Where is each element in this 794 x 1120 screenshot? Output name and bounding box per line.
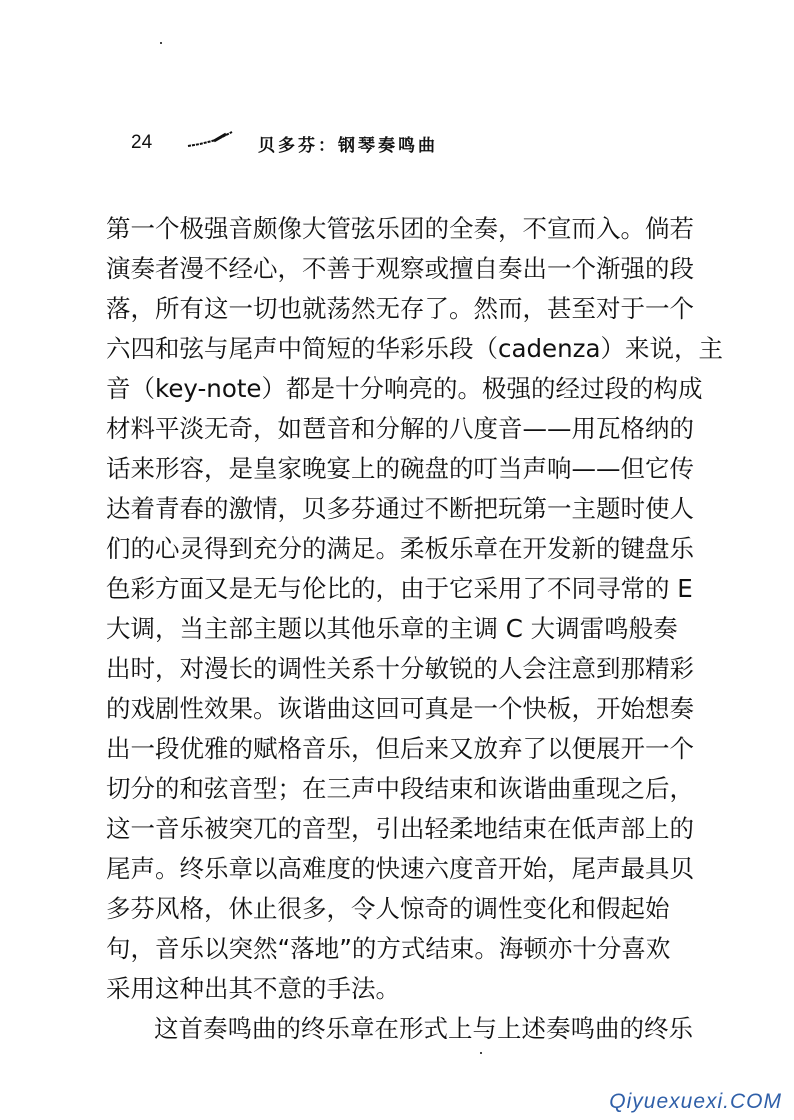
scan-speck <box>480 1052 482 1054</box>
text-line: 第一个极强音颇像大管弦乐团的全奏，不宣而入。倘若 <box>106 214 694 243</box>
text-line: 达着青春的激情，贝多芬通过不断把玩第一主题时使人 <box>106 494 694 523</box>
running-title: 贝多芬：钢琴奏鸣曲 <box>258 136 438 156</box>
text-line: 采用这种出其不意的手法。 <box>106 974 400 1003</box>
text-line: 切分的和弦音型；在三声中段结束和诙谐曲重现之后， <box>106 774 694 803</box>
text-line: 的戏剧性效果。诙谐曲这回可真是一个快板，开始想奏 <box>106 694 694 723</box>
text-line: 音（key-note）都是十分响亮的。极强的经过段的构成 <box>106 374 703 403</box>
text-line: 演奏者漫不经心，不善于观察或擅自奏出一个渐强的段 <box>106 254 694 283</box>
text-line: 尾声。终乐章以高难度的快速六度音开始，尾声最具贝 <box>106 854 694 883</box>
page-number: 24 <box>131 132 153 153</box>
text-line: 这一音乐被突兀的音型，引出轻柔地结束在低声部上的 <box>106 814 694 843</box>
text-line: 们的心灵得到充分的满足。柔板乐章在开发新的键盘乐 <box>106 534 694 563</box>
text-line: 出时，对漫长的调性关系十分敏锐的人会注意到那精彩 <box>106 654 694 683</box>
paragraph-start-line: 这首奏鸣曲的终乐章在形式上与上述奏鸣曲的终乐 <box>154 1014 693 1043</box>
text-line: 六四和弦与尾声中简短的华彩乐段（cadenza）来说，主 <box>106 334 724 363</box>
text-line: 落，所有这一切也就荡然无存了。然而，甚至对于一个 <box>106 294 694 323</box>
text-line: 句，音乐以突然“落地”的方式结束。海顿亦十分喜欢 <box>106 934 671 963</box>
text-line: 出一段优雅的赋格音乐，但后来又放弃了以便展开一个 <box>106 734 694 763</box>
ornament-icon <box>186 130 234 150</box>
watermark: Qiyuexuexi.COM <box>609 1090 782 1113</box>
text-line: 材料平淡无奇，如琶音和分解的八度音——用瓦格纳的 <box>106 414 694 443</box>
text-line: 大调，当主部主题以其他乐章的主调 C 大调雷鸣般奏 <box>106 614 678 643</box>
text-line: 色彩方面又是无与伦比的，由于它采用了不同寻常的 E <box>106 574 693 603</box>
text-line: 话来形容，是皇家晚宴上的碗盘的叮当声响——但它传 <box>106 454 694 483</box>
scan-speck <box>160 42 162 44</box>
body-text <box>106 209 724 1049</box>
text-line: 多芬风格，休止很多，令人惊奇的调性变化和假起始 <box>106 894 670 923</box>
